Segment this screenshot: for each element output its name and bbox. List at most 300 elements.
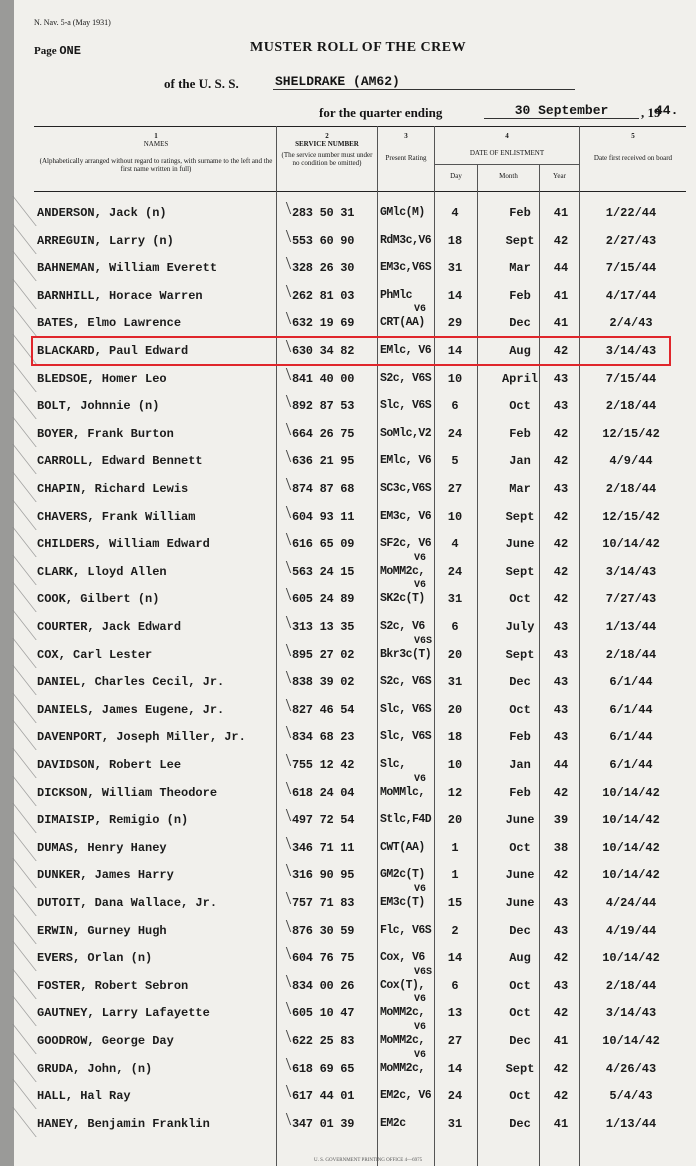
check-mark bbox=[280, 561, 291, 573]
col-names-header bbox=[38, 132, 274, 173]
present-rating: Cox, V6 bbox=[380, 951, 425, 965]
present-rating: SoMlc,V2 bbox=[380, 426, 432, 440]
tally-mark bbox=[0, 748, 37, 778]
year-prefix: , 19 bbox=[641, 105, 661, 120]
crew-row bbox=[14, 635, 696, 669]
check-mark bbox=[280, 257, 291, 269]
service-number: 316 90 95 bbox=[292, 868, 355, 883]
service-number: 841 40 00 bbox=[292, 371, 355, 386]
check-mark bbox=[280, 368, 291, 380]
check-mark bbox=[280, 644, 291, 656]
rating-annotation: V6S bbox=[414, 966, 433, 978]
tally-mark bbox=[0, 251, 37, 281]
tally-mark bbox=[0, 776, 37, 806]
crew-row bbox=[14, 366, 696, 393]
service-number: 636 21 95 bbox=[292, 454, 355, 469]
rating-annotation: V6 bbox=[414, 1022, 427, 1033]
date-received: 2/27/43 bbox=[605, 233, 657, 248]
crew-row bbox=[14, 724, 696, 751]
col-number: 3 bbox=[404, 132, 408, 140]
present-rating: Cox(T), bbox=[380, 978, 425, 992]
enlist-month: Sept bbox=[505, 564, 535, 579]
crew-name: GOODROW, George Day bbox=[37, 1034, 174, 1048]
enlist-month: June bbox=[505, 813, 535, 828]
present-rating: SF2c, V6 bbox=[380, 537, 432, 551]
quarter-date: 30 September bbox=[484, 103, 639, 119]
enlist-year: 42 bbox=[553, 951, 569, 966]
printing-office-note: U. S. GOVERNMENT PRINTING OFFICE 4—6975 bbox=[314, 1158, 423, 1163]
service-number: 553 60 90 bbox=[292, 233, 355, 248]
present-rating: MoMM2c, bbox=[380, 1034, 425, 1047]
enlist-year: 42 bbox=[553, 233, 569, 248]
tally-mark bbox=[0, 858, 37, 888]
date-received: 4/9/44 bbox=[609, 454, 653, 469]
date-received: 3/14/43 bbox=[605, 564, 657, 579]
col-number: 2 bbox=[325, 132, 329, 140]
enlist-day: 31 bbox=[447, 261, 463, 276]
tally-mark bbox=[0, 306, 37, 336]
form-number: N. Nav. 5-a (May 1931) bbox=[34, 18, 111, 27]
enlist-year: 43 bbox=[553, 399, 569, 414]
enlist-day: 6 bbox=[451, 399, 459, 414]
tally-mark bbox=[0, 582, 37, 612]
present-rating: Slc, V6S bbox=[380, 730, 432, 744]
enlist-month: Oct bbox=[509, 702, 531, 717]
crew-row bbox=[14, 807, 696, 834]
present-rating: Bkr3c(T) bbox=[380, 647, 432, 661]
enlist-year: 41 bbox=[553, 206, 569, 220]
crew-name: CLARK, Lloyd Allen bbox=[37, 564, 167, 579]
crew-name: GAUTNEY, Larry Lafayette bbox=[37, 1006, 210, 1021]
crew-name: DAVIDSON, Robert Lee bbox=[37, 758, 182, 772]
enlist-day: 27 bbox=[447, 482, 463, 496]
enlist-year: 42 bbox=[553, 454, 569, 469]
enlist-day: 5 bbox=[451, 454, 459, 469]
enlist-day: 31 bbox=[447, 592, 463, 607]
rating-annotation: V6 bbox=[414, 552, 427, 564]
service-number: 346 71 11 bbox=[292, 840, 355, 855]
tally-mark bbox=[0, 555, 37, 585]
check-mark bbox=[280, 947, 291, 959]
enlist-year: 43 bbox=[553, 647, 569, 662]
crew-name: CARROLL, Edward Bennett bbox=[37, 454, 203, 469]
check-mark bbox=[280, 892, 291, 904]
present-rating: EM3c,V6S bbox=[380, 261, 432, 275]
date-received: 5/4/43 bbox=[609, 1089, 653, 1104]
enlist-day: 24 bbox=[447, 564, 463, 579]
enlist-month: Oct bbox=[509, 1089, 531, 1104]
present-rating: GMlc(M) bbox=[380, 206, 425, 219]
date-received: 4/17/44 bbox=[605, 288, 657, 303]
enlist-day: 20 bbox=[447, 702, 463, 717]
enlist-year: 42 bbox=[553, 426, 569, 441]
present-rating: EMlc, V6 bbox=[380, 344, 432, 357]
enlist-month: Dec bbox=[509, 923, 531, 938]
enlist-day: 12 bbox=[447, 785, 463, 800]
enlist-day: 2 bbox=[451, 923, 459, 938]
tally-mark bbox=[0, 886, 37, 916]
col-number: 1 bbox=[154, 132, 158, 140]
enlist-day: 1 bbox=[451, 840, 459, 855]
date-received: 4/24/44 bbox=[605, 896, 657, 910]
enlist-day: 24 bbox=[447, 426, 463, 441]
enlist-day: 14 bbox=[447, 1061, 463, 1076]
crew-row bbox=[14, 255, 696, 282]
crew-name: DANIELS, James Eugene, Jr. bbox=[37, 702, 225, 717]
crew-name: COX, Carl Lester bbox=[37, 647, 153, 662]
crew-row bbox=[14, 393, 696, 420]
crew-name: BLACKARD, Paul Edward bbox=[37, 344, 189, 358]
tally-mark bbox=[0, 996, 37, 1026]
enlist-year: 43 bbox=[553, 730, 569, 745]
date-received: 7/15/44 bbox=[605, 371, 657, 386]
crew-row bbox=[14, 552, 696, 586]
check-mark bbox=[280, 920, 291, 932]
service-number: 616 65 09 bbox=[292, 537, 355, 552]
crew-row bbox=[14, 421, 696, 448]
col-received-header bbox=[581, 132, 685, 162]
crew-row bbox=[14, 1111, 696, 1138]
enlist-month: Oct bbox=[509, 840, 531, 855]
col-rating-header bbox=[378, 132, 434, 162]
tally-mark bbox=[0, 417, 37, 447]
date-received: 6/1/44 bbox=[609, 730, 653, 745]
enlist-day: 14 bbox=[447, 951, 463, 966]
check-mark bbox=[280, 450, 291, 462]
enlist-day: 15 bbox=[447, 896, 463, 910]
date-received: 12/15/42 bbox=[602, 426, 660, 441]
check-mark bbox=[280, 312, 291, 324]
enlist-month: Jan bbox=[509, 758, 531, 772]
service-number: 283 50 31 bbox=[292, 206, 355, 220]
crew-row bbox=[14, 669, 696, 696]
crew-name: DIMAISIP, Remigio (n) bbox=[37, 813, 189, 828]
crew-name: HALL, Hal Ray bbox=[37, 1089, 131, 1104]
crew-row bbox=[14, 994, 696, 1027]
ship-label: of the U. S. S. bbox=[164, 76, 239, 91]
enlist-month: Sept bbox=[505, 1061, 535, 1076]
service-number: 827 46 54 bbox=[292, 702, 355, 717]
date-received: 2/4/43 bbox=[609, 316, 653, 331]
crew-name: COURTER, Jack Edward bbox=[37, 620, 182, 634]
service-number: 604 76 75 bbox=[292, 951, 355, 966]
enlist-day: 10 bbox=[447, 371, 463, 386]
rating-annotation: V6 bbox=[414, 1049, 427, 1061]
crew-name: GRUDA, John, (n) bbox=[37, 1061, 153, 1076]
service-number: 328 26 30 bbox=[292, 261, 355, 276]
present-rating: MoMM2c, bbox=[380, 1006, 425, 1020]
check-mark bbox=[280, 616, 291, 628]
date-received: 2/18/44 bbox=[605, 647, 657, 662]
crew-name: BOYER, Frank Burton bbox=[37, 426, 174, 441]
enlist-year: 44 bbox=[553, 261, 569, 276]
tally-mark bbox=[0, 224, 37, 254]
rating-annotation: V6 bbox=[414, 994, 427, 1006]
present-rating: RdM3c,V6 bbox=[380, 233, 432, 247]
date-received: 6/1/44 bbox=[609, 758, 653, 772]
date-received: 3/14/43 bbox=[605, 344, 657, 358]
quarter-label: for the quarter ending bbox=[319, 105, 443, 120]
enlist-month: Mar bbox=[509, 482, 531, 496]
enlist-month: Dec bbox=[509, 1116, 531, 1131]
present-rating: Stlc,F4D bbox=[380, 813, 432, 827]
enlist-month: Feb bbox=[509, 206, 531, 220]
check-mark bbox=[280, 1030, 291, 1042]
enlist-day: 6 bbox=[451, 620, 459, 634]
date-received: 12/15/42 bbox=[602, 509, 660, 524]
enlist-year: 43 bbox=[553, 978, 569, 993]
service-number: 874 87 68 bbox=[292, 482, 355, 496]
crew-row bbox=[14, 476, 696, 503]
present-rating: EM2c bbox=[380, 1116, 406, 1130]
service-number: 497 72 54 bbox=[292, 813, 355, 828]
present-rating: MoMM2c, bbox=[380, 1061, 425, 1075]
col-service-header bbox=[278, 132, 376, 167]
date-received: 2/18/44 bbox=[605, 399, 657, 414]
enlist-year: 44 bbox=[553, 758, 569, 772]
enlist-month: June bbox=[505, 868, 535, 883]
subheader-divider bbox=[434, 164, 579, 165]
enlist-year: 38 bbox=[553, 840, 569, 855]
enlist-year: 42 bbox=[553, 592, 569, 607]
enlist-year: 42 bbox=[553, 1089, 569, 1104]
service-number: 347 01 39 bbox=[292, 1116, 355, 1131]
crew-row bbox=[14, 1083, 696, 1110]
crew-row bbox=[14, 862, 696, 889]
crew-name: BATES, Elmo Lawrence bbox=[37, 316, 182, 331]
check-mark bbox=[280, 395, 291, 407]
tally-mark bbox=[0, 389, 37, 419]
check-mark bbox=[280, 202, 291, 214]
check-mark bbox=[280, 975, 291, 987]
present-rating: EM3c, V6 bbox=[380, 509, 432, 523]
crew-name: FOSTER, Robert Sebron bbox=[37, 978, 189, 993]
enlist-month: Sept bbox=[505, 509, 535, 524]
present-rating: Slc, V6S bbox=[380, 702, 432, 716]
crew-name: HANEY, Benjamin Franklin bbox=[37, 1116, 210, 1131]
col-number: 5 bbox=[631, 132, 635, 140]
enlist-month: Oct bbox=[509, 592, 531, 607]
enlist-month: June bbox=[505, 537, 535, 552]
tally-mark bbox=[0, 693, 37, 723]
rating-annotation: V6 bbox=[414, 580, 427, 592]
tally-mark bbox=[0, 500, 37, 530]
present-rating: MoMM2c, bbox=[380, 564, 425, 578]
tally-mark bbox=[0, 1107, 37, 1137]
crew-name: DUNKER, James Harry bbox=[37, 868, 174, 883]
crew-row bbox=[14, 228, 696, 255]
enlist-day: 24 bbox=[447, 1089, 463, 1104]
tally-mark bbox=[0, 914, 37, 944]
date-received: 6/1/44 bbox=[609, 702, 653, 717]
crew-name: BARNHILL, Horace Warren bbox=[37, 288, 203, 303]
crew-row bbox=[14, 304, 696, 337]
enlist-month: June bbox=[505, 896, 535, 910]
check-mark bbox=[280, 506, 291, 518]
enlist-month: Oct bbox=[509, 1006, 531, 1021]
service-number: 622 25 83 bbox=[292, 1034, 355, 1048]
check-mark bbox=[280, 423, 291, 435]
enlist-month: Mar bbox=[509, 261, 531, 276]
enlist-year: 42 bbox=[553, 344, 569, 358]
ship-name: SHELDRAKE (AM62) bbox=[273, 74, 575, 90]
crew-row bbox=[14, 752, 696, 779]
check-mark bbox=[280, 533, 291, 545]
present-rating: GM2c(T) bbox=[380, 868, 425, 882]
crew-name: CHILDERS, William Edward bbox=[37, 537, 210, 552]
crew-name: CHAPIN, Richard Lewis bbox=[37, 482, 189, 496]
enlist-month: Feb bbox=[509, 730, 531, 745]
tally-mark bbox=[0, 527, 37, 557]
enlist-year: 43 bbox=[553, 675, 569, 690]
enlist-day: 18 bbox=[447, 233, 463, 248]
tally-mark bbox=[0, 665, 37, 695]
present-rating: S2c, V6S bbox=[380, 675, 432, 689]
check-mark bbox=[280, 1113, 291, 1125]
check-mark bbox=[280, 671, 291, 683]
document-title: MUSTER ROLL OF THE CREW bbox=[250, 40, 467, 55]
service-number: 757 71 83 bbox=[292, 896, 355, 910]
crew-name: EVERS, Orlan (n) bbox=[37, 951, 153, 966]
service-number: 313 13 35 bbox=[292, 620, 355, 634]
service-number: 617 44 01 bbox=[292, 1089, 355, 1104]
present-rating: Slc, V6S bbox=[380, 399, 432, 413]
enlist-month: Sept bbox=[505, 647, 535, 662]
service-number: 838 39 02 bbox=[292, 675, 355, 690]
enlist-month: Feb bbox=[509, 785, 531, 800]
enlist-day: 14 bbox=[447, 288, 463, 303]
enlist-month: Feb bbox=[509, 426, 531, 441]
tally-mark bbox=[0, 279, 37, 309]
check-mark bbox=[280, 1085, 291, 1097]
enlist-month: Jan bbox=[509, 454, 531, 469]
present-rating: Flc, V6S bbox=[380, 923, 432, 937]
enlist-year: 41 bbox=[553, 1034, 569, 1048]
tally-mark bbox=[0, 638, 37, 668]
crew-name: DUMAS, Henry Haney bbox=[37, 840, 167, 855]
page-number bbox=[34, 44, 81, 58]
col-title: Date first received on board bbox=[593, 154, 673, 162]
check-mark bbox=[280, 754, 291, 766]
col-number: 4 bbox=[505, 132, 509, 140]
crew-name: DAVENPORT, Joseph Miller, Jr. bbox=[37, 730, 246, 745]
crew-name: CHAVERS, Frank William bbox=[37, 509, 196, 524]
enlist-day: 20 bbox=[447, 813, 463, 828]
enlist-month: Sept bbox=[505, 233, 535, 248]
crew-row bbox=[14, 448, 696, 475]
enlist-year: 42 bbox=[553, 868, 569, 883]
service-number: 834 68 23 bbox=[292, 730, 355, 745]
present-rating: EMlc, V6 bbox=[380, 454, 432, 468]
date-received: 10/14/42 bbox=[602, 813, 660, 828]
present-rating: CWT(AA) bbox=[380, 840, 425, 854]
enlist-day: 4 bbox=[451, 537, 459, 552]
crew-row bbox=[14, 1022, 696, 1055]
crew-name: BOLT, Johnnie (n) bbox=[37, 399, 160, 414]
crew-name: DANIEL, Charles Cecil, Jr. bbox=[37, 675, 225, 690]
col-note: (Alphabetically arranged without regard to ratings, with surname to the left and the first name written in full) bbox=[39, 157, 273, 173]
crew-name: ANDERSON, Jack (n) bbox=[37, 206, 167, 220]
crew-row bbox=[14, 531, 696, 558]
col-title: Present Rating bbox=[385, 154, 427, 162]
tally-mark bbox=[0, 941, 37, 971]
col-title: DATE OF ENLISTMENT bbox=[469, 149, 545, 157]
enlist-year: 41 bbox=[553, 1116, 569, 1131]
date-received: 4/26/43 bbox=[605, 1061, 657, 1076]
service-number: 895 27 02 bbox=[292, 647, 355, 662]
tally-mark bbox=[0, 444, 37, 474]
enlist-month: Dec bbox=[509, 675, 531, 690]
present-rating: SK2c(T) bbox=[380, 592, 425, 606]
rating-annotation: V6 bbox=[414, 884, 427, 895]
crew-name: BLEDSOE, Homer Leo bbox=[37, 371, 167, 386]
crew-row bbox=[14, 283, 696, 310]
date-received: 4/19/44 bbox=[605, 923, 657, 938]
crew-row bbox=[14, 697, 696, 724]
check-mark bbox=[280, 230, 291, 242]
present-rating: CRT(AA) bbox=[380, 316, 425, 330]
crew-row bbox=[14, 835, 696, 862]
check-mark bbox=[280, 1058, 291, 1070]
service-number: 632 19 69 bbox=[292, 316, 355, 331]
present-rating: Slc, bbox=[380, 758, 406, 771]
enlist-year: 43 bbox=[553, 482, 569, 496]
crew-row bbox=[14, 504, 696, 531]
tally-mark bbox=[0, 831, 37, 861]
rating-annotation: V6 bbox=[414, 773, 427, 785]
enlist-day: 14 bbox=[447, 344, 463, 358]
muster-roll-page bbox=[14, 0, 696, 1166]
tally-mark bbox=[0, 1024, 37, 1054]
enlist-day: 10 bbox=[447, 758, 463, 772]
col-title: NAMES bbox=[143, 140, 169, 148]
service-number: 618 24 04 bbox=[292, 785, 355, 800]
date-received: 3/14/43 bbox=[605, 1006, 657, 1021]
enlist-month: April bbox=[501, 371, 538, 386]
date-received: 6/1/44 bbox=[609, 675, 653, 690]
date-received: 10/14/42 bbox=[602, 785, 660, 800]
page-value: ONE bbox=[59, 44, 81, 58]
service-number: 618 69 65 bbox=[292, 1061, 355, 1076]
col-year-header: Year bbox=[553, 172, 566, 180]
enlist-month: Oct bbox=[509, 978, 531, 993]
col-enlistment-header bbox=[435, 132, 579, 157]
date-received: 1/13/44 bbox=[605, 620, 657, 634]
tally-mark bbox=[0, 969, 37, 999]
service-number: 876 30 59 bbox=[292, 923, 355, 938]
enlist-year: 43 bbox=[553, 896, 569, 910]
crew-name: DICKSON, William Theodore bbox=[37, 785, 218, 800]
crew-name: DUTOIT, Dana Wallace, Jr. bbox=[37, 896, 218, 910]
enlist-day: 10 bbox=[447, 509, 463, 524]
service-number: 605 24 89 bbox=[292, 592, 355, 607]
date-received: 2/18/44 bbox=[605, 978, 657, 993]
service-number: 605 10 47 bbox=[292, 1006, 355, 1021]
check-mark bbox=[280, 864, 291, 876]
present-rating: PhMlc bbox=[380, 288, 413, 302]
present-rating: MoMMlc, bbox=[380, 785, 425, 799]
crew-row bbox=[14, 918, 696, 945]
enlist-year: 43 bbox=[553, 702, 569, 717]
enlist-month: Oct bbox=[509, 399, 531, 414]
crew-row bbox=[14, 773, 696, 807]
service-number: 604 93 11 bbox=[292, 509, 355, 524]
present-rating: S2c, V6 bbox=[380, 620, 425, 633]
enlist-day: 4 bbox=[451, 206, 459, 220]
enlist-year: 43 bbox=[553, 923, 569, 938]
crew-name: BAHNEMAN, William Everett bbox=[37, 261, 218, 276]
present-rating: S2c, V6S bbox=[380, 371, 432, 385]
